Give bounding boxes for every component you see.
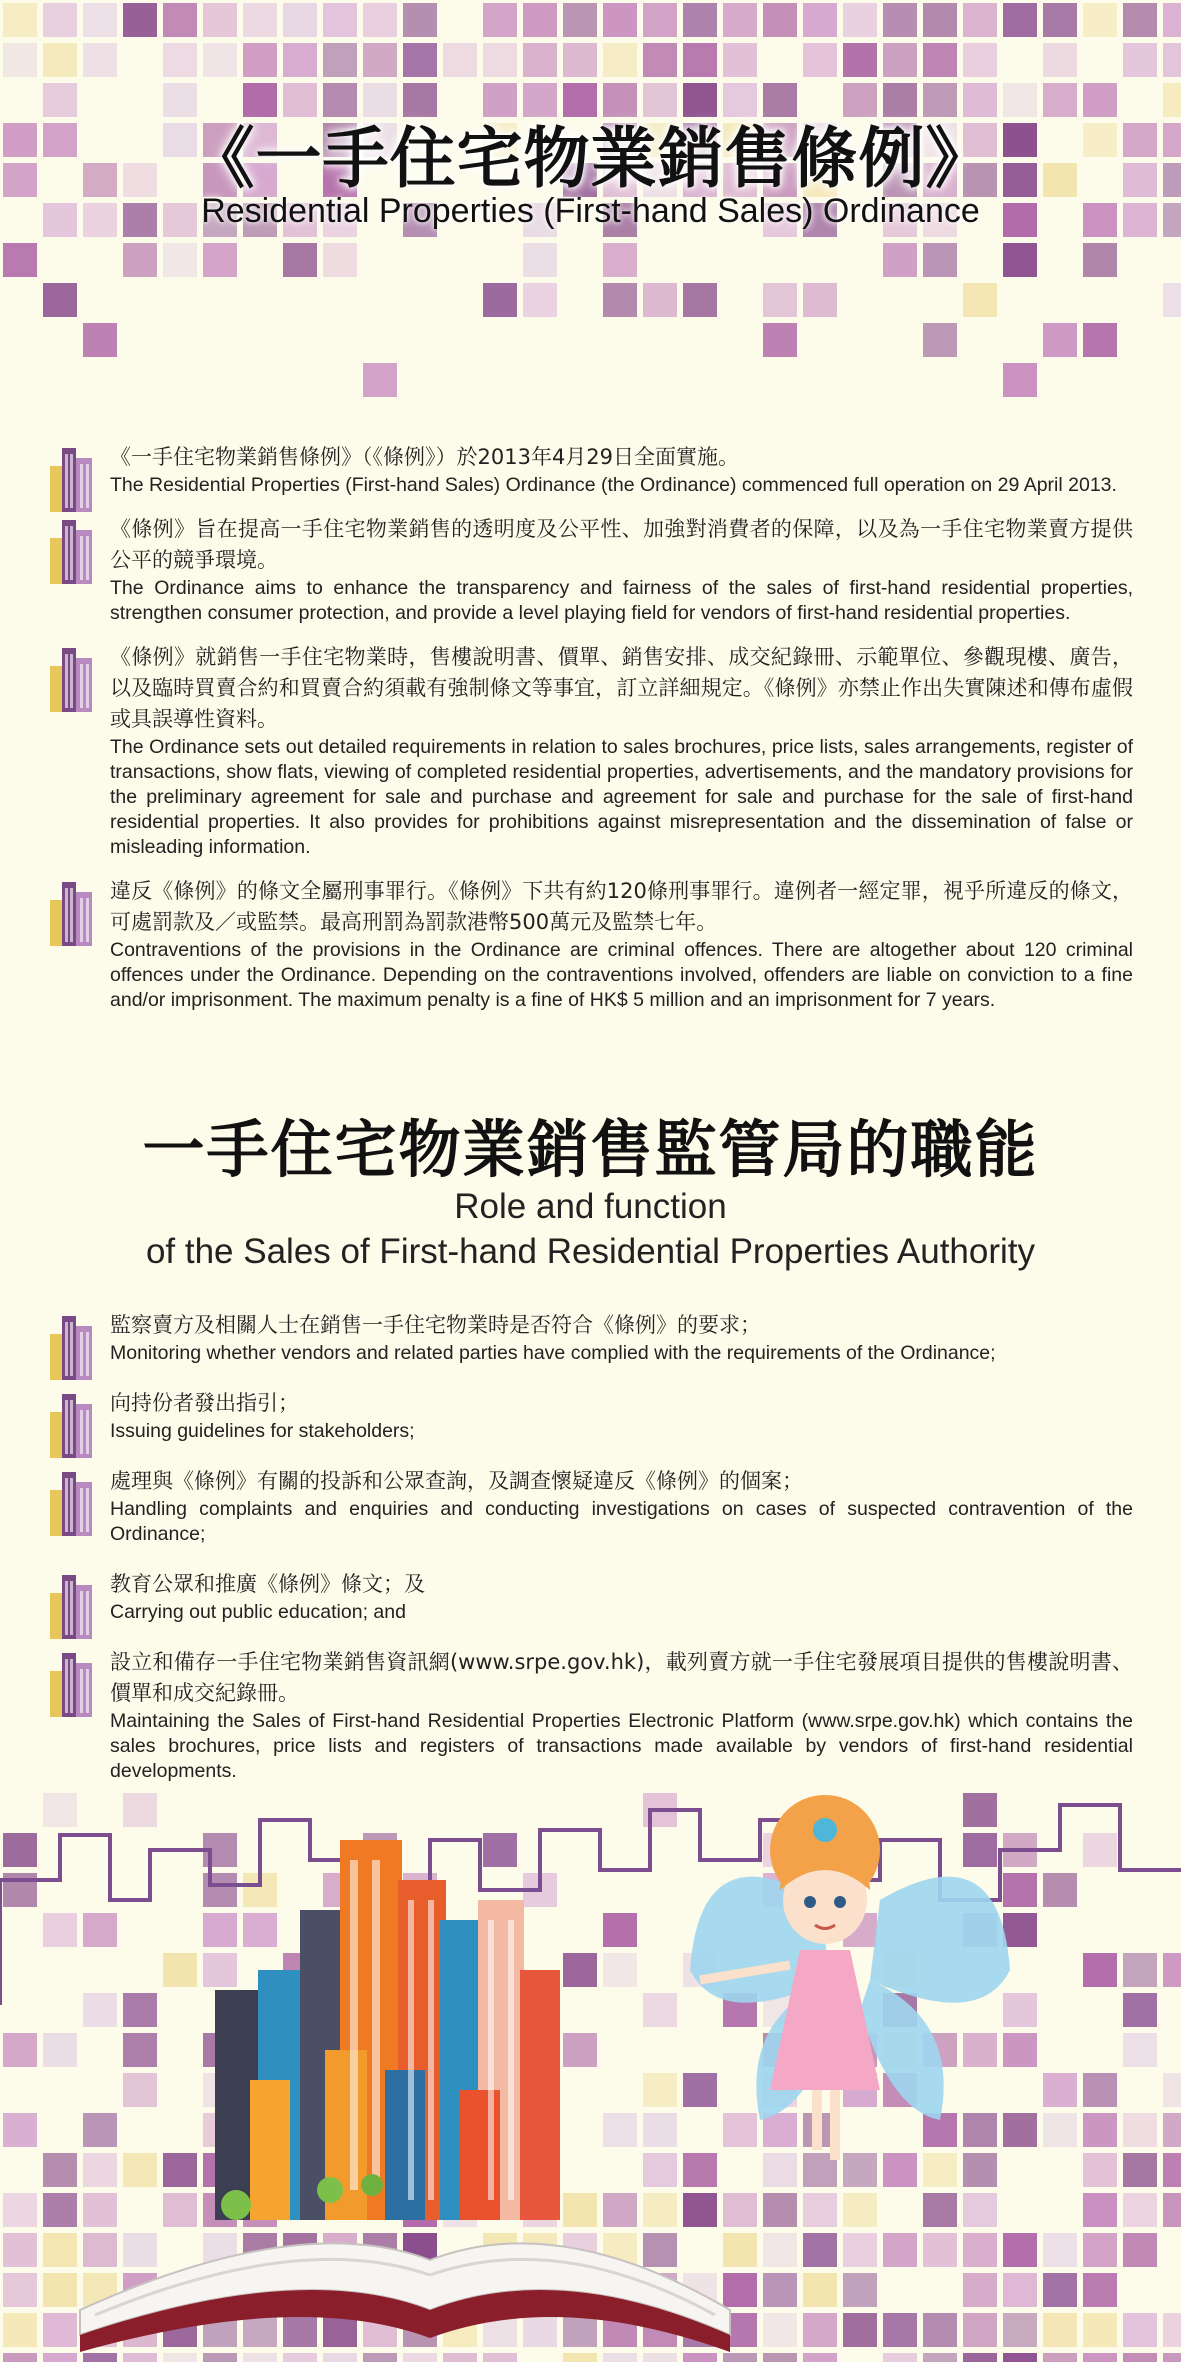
mosaic-tile bbox=[1003, 243, 1037, 277]
mosaic-tile bbox=[963, 43, 997, 77]
page-subtitle: Residential Properties (First-hand Sales) Ordinance bbox=[201, 192, 980, 230]
role-item-zh: 監察賣方及相關人士在銷售一手住宅物業時是否符合《條例》的要求； bbox=[110, 1313, 761, 1337]
mosaic-tile bbox=[763, 3, 797, 37]
building-bullet-icon bbox=[48, 1468, 96, 1536]
mosaic-tile bbox=[403, 3, 437, 37]
mosaic-tile bbox=[803, 283, 837, 317]
mosaic-tile bbox=[523, 3, 557, 37]
mosaic-tile bbox=[243, 43, 277, 77]
mosaic-tile bbox=[163, 3, 197, 37]
intro-item-en: The Residential Properties (First-hand Sales) Ordinance (the Ordinance) commenced full operation on 29 April 2013. bbox=[110, 474, 1117, 496]
mosaic-tile bbox=[723, 3, 757, 37]
page-title: 《一手住宅物業銷售條例》 bbox=[188, 120, 993, 197]
intro-item-en: The Ordinance aims to enhance the transparency and fairness of the sales of first-hand residential properties, strengthen consumer protection, and provide a level playing field for vendors of first-hand residential properties. bbox=[110, 577, 1133, 624]
role-item-1 bbox=[48, 1310, 1133, 1366]
mosaic-tile bbox=[603, 43, 637, 77]
mosaic-tile bbox=[83, 323, 117, 357]
mosaic-tile bbox=[123, 3, 157, 37]
mosaic-tile bbox=[363, 363, 397, 397]
mosaic-tile bbox=[763, 323, 797, 357]
mosaic-tile bbox=[83, 3, 117, 37]
open-book-illustration bbox=[80, 2243, 730, 2352]
mosaic-tile bbox=[1003, 363, 1037, 397]
intro-item-4 bbox=[48, 876, 1133, 1013]
role-item-4 bbox=[48, 1569, 1133, 1625]
mosaic-tile bbox=[723, 43, 757, 77]
mosaic-tile bbox=[43, 283, 77, 317]
mosaic-tile bbox=[283, 3, 317, 37]
mosaic-tile bbox=[163, 243, 197, 277]
mosaic-tile bbox=[203, 243, 237, 277]
mosaic-tile bbox=[1163, 43, 1181, 77]
building-bullet-icon bbox=[48, 1649, 96, 1717]
mosaic-tile bbox=[1083, 3, 1117, 37]
role-subheading bbox=[0, 1184, 1181, 1274]
mosaic-tile bbox=[1083, 323, 1117, 357]
mosaic-tile bbox=[923, 43, 957, 77]
intro-item-en: Contraventions of the provisions in the Ordinance are criminal offences. There are altogether about 120 criminal offences under the Ordinance. Depending on the contraventions involved, offenders are liable on conviction to a fine and/or imprisonment. The maximum penalty is a fine of HK$ 5 million and an imprisonment for 7 years. bbox=[110, 939, 1133, 1011]
mosaic-tile bbox=[683, 3, 717, 37]
intro-section bbox=[48, 442, 1133, 1013]
intro-item-en: The Ordinance sets out detailed requirements in relation to sales brochures, price lists, sales arrangements, register of transactions, show flats, viewing of completed residential properties, advertisements, and the mandatory provisions for the preliminary agreement for sale and purchase and agreement for sale and purchase for the sale of first-hand residential properties. It also provides for prohibitions against misrepresentation and the dissemination of false or misleading information. bbox=[110, 736, 1133, 858]
role-item-en: Monitoring whether vendors and related parties have complied with the requirements of the Ordinance; bbox=[110, 1342, 996, 1364]
role-subheading-line-2: of the Sales of First-hand Residential Properties Authority bbox=[145, 1232, 1036, 1271]
mosaic-tile bbox=[523, 283, 557, 317]
mosaic-tile bbox=[883, 243, 917, 277]
building-bullet-icon bbox=[48, 1571, 96, 1639]
mosaic-tile bbox=[963, 283, 997, 317]
mosaic-tile bbox=[923, 323, 957, 357]
mosaic-tile bbox=[563, 43, 597, 77]
intro-item-2 bbox=[48, 514, 1133, 626]
intro-item-zh: 《一手住宅物業銷售條例》（《條例》）於2013年4月29日全面實施。 bbox=[110, 445, 740, 469]
mosaic-tile bbox=[323, 243, 357, 277]
mosaic-tile bbox=[603, 3, 637, 37]
building-bullet-icon bbox=[48, 644, 96, 712]
mosaic-tile bbox=[3, 3, 37, 37]
mosaic-tile bbox=[843, 43, 877, 77]
intro-item-3 bbox=[48, 642, 1133, 860]
role-item-en: Handling complaints and enquiries and conducting investigations on cases of suspected contravention of the Ordinance; bbox=[110, 1498, 1133, 1545]
role-item-zh: 教育公眾和推廣《條例》條文；及 bbox=[110, 1572, 425, 1596]
role-heading: 一手住宅物業銷售監管局的職能 bbox=[142, 1113, 1039, 1186]
role-item-en: Maintaining the Sales of First-hand Residential Properties Electronic Platform (www.srpe.gov.hk) which contains the sales brochures, price lists and registers of transactions made available by vendors of first-hand residential developments. bbox=[110, 1710, 1133, 1782]
mosaic-tile bbox=[323, 43, 357, 77]
mosaic-tile bbox=[3, 43, 37, 77]
role-section bbox=[48, 1310, 1133, 1784]
mosaic-tile bbox=[1163, 3, 1181, 37]
city-skyline-illustration bbox=[215, 1840, 560, 2220]
mosaic-tile bbox=[1083, 243, 1117, 277]
mosaic-tile bbox=[1123, 3, 1157, 37]
role-item-en: Issuing guidelines for stakeholders; bbox=[110, 1420, 415, 1442]
mosaic-tile bbox=[763, 283, 797, 317]
role-item-en: Carrying out public education; and bbox=[110, 1601, 406, 1623]
mosaic-tile bbox=[1163, 283, 1181, 317]
building-bullet-icon bbox=[48, 1312, 96, 1380]
mosaic-tile bbox=[643, 3, 677, 37]
building-bullet-icon bbox=[48, 1390, 96, 1458]
mosaic-tile bbox=[603, 243, 637, 277]
mosaic-tile bbox=[43, 3, 77, 37]
mosaic-tile bbox=[483, 3, 517, 37]
building-bullet-icon bbox=[48, 444, 96, 512]
role-item-zh: 向持份者發出指引； bbox=[110, 1391, 299, 1415]
role-item-5 bbox=[48, 1647, 1133, 1784]
mosaic-tile bbox=[563, 3, 597, 37]
mosaic-tile bbox=[1003, 3, 1037, 37]
mosaic-tile bbox=[683, 283, 717, 317]
mosaic-tile bbox=[883, 43, 917, 77]
mosaic-tile bbox=[363, 3, 397, 37]
mosaic-tile bbox=[483, 283, 517, 317]
fairy-mascot-illustration bbox=[690, 1795, 1010, 2160]
mosaic-tile bbox=[203, 43, 237, 77]
mosaic-tile bbox=[43, 43, 77, 77]
mosaic-tile bbox=[283, 243, 317, 277]
mosaic-tile bbox=[523, 243, 557, 277]
mosaic-tile bbox=[803, 43, 837, 77]
mosaic-tile bbox=[3, 243, 37, 277]
role-item-2 bbox=[48, 1388, 1133, 1444]
role-item-zh: 設立和備存一手住宅物業銷售資訊網(www.srpe.gov.hk)，載列賣方就一手住宅發展項目提供的售樓說明書、價單和成交紀錄冊。 bbox=[110, 1650, 1133, 1705]
bottom-illustration bbox=[0, 1790, 1181, 2362]
mosaic-tile bbox=[643, 283, 677, 317]
mosaic-tile bbox=[683, 43, 717, 77]
role-item-3 bbox=[48, 1466, 1133, 1547]
mosaic-tile bbox=[1043, 3, 1077, 37]
mosaic-tile bbox=[203, 3, 237, 37]
intro-item-zh: 違反《條例》的條文全屬刑事罪行。《條例》下共有約120條刑事罪行。違例者一經定罪，視乎所違反的條文，可處罰款及／或監禁。最高刑罰為罰款港幣500萬元及監禁七年。 bbox=[110, 879, 1133, 934]
mosaic-tile bbox=[483, 43, 517, 77]
mosaic-tile bbox=[643, 43, 677, 77]
mosaic-tile bbox=[123, 243, 157, 277]
mosaic-tile bbox=[923, 3, 957, 37]
mosaic-tile bbox=[883, 3, 917, 37]
mosaic-tile bbox=[803, 3, 837, 37]
mosaic-tile bbox=[1123, 43, 1157, 77]
mosaic-tile bbox=[923, 243, 957, 277]
mosaic-tile bbox=[843, 3, 877, 37]
mosaic-tile bbox=[1043, 323, 1077, 357]
mosaic-tile bbox=[363, 43, 397, 77]
mosaic-tile bbox=[243, 3, 277, 37]
mosaic-tile bbox=[1043, 43, 1077, 77]
mosaic-tile bbox=[323, 3, 357, 37]
role-subheading-line-1: Role and function bbox=[454, 1187, 727, 1226]
mosaic-tile bbox=[283, 43, 317, 77]
mosaic-tile bbox=[403, 43, 437, 77]
mosaic-tile bbox=[163, 43, 197, 77]
role-item-zh: 處理與《條例》有關的投訴和公眾查詢，及調查懷疑違反《條例》的個案； bbox=[110, 1469, 803, 1493]
intro-item-zh: 《條例》旨在提高一手住宅物業銷售的透明度及公平性、加強對消費者的保障，以及為一手住宅物業賣方提供公平的競爭環境。 bbox=[110, 517, 1133, 572]
intro-item-1 bbox=[48, 442, 1133, 498]
mosaic-tile bbox=[603, 283, 637, 317]
building-bullet-icon bbox=[48, 516, 96, 584]
mosaic-tile bbox=[523, 43, 557, 77]
intro-item-zh: 《條例》就銷售一手住宅物業時，售樓說明書、價單、銷售安排、成交紀錄冊、示範單位、參觀現樓、廣告，以及臨時買賣合約和買賣合約須載有強制條文等事宜，訂立詳細規定。《條例》亦禁止作出失實陳述和傳布虛假或具誤導性資料。 bbox=[110, 645, 1133, 731]
mosaic-tile bbox=[83, 43, 117, 77]
building-bullet-icon bbox=[48, 878, 96, 946]
mosaic-tile bbox=[443, 43, 477, 77]
mosaic-tile bbox=[963, 3, 997, 37]
